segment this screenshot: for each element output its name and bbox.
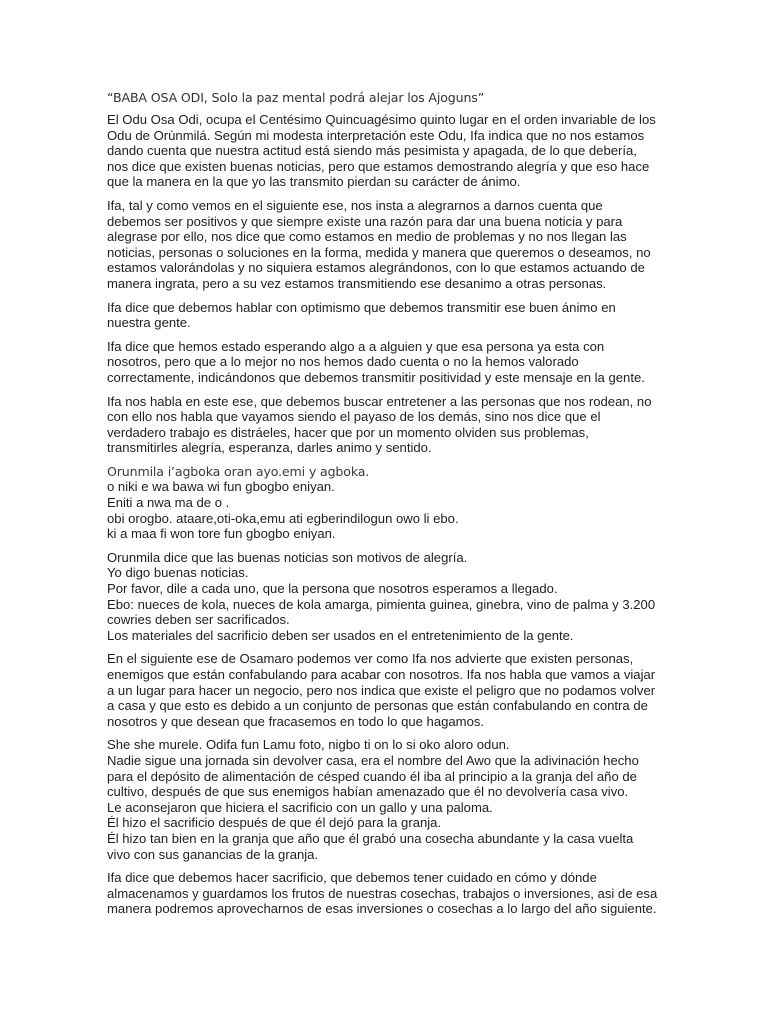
document-title: “BABA OSA ODI, Solo la paz mental podrá alejar los Ajoguns”: [107, 90, 485, 105]
text-line: correctamente, indicándonos que debemos transmitir positividad y este mensaje en la gente.: [107, 369, 645, 385]
text-line: Orunmila i’agboka oran ayo.emi y agboka.: [107, 463, 370, 479]
text-line: Ifa nos habla en este ese, que debemos buscar entretener a las personas que nos rodean, no: [107, 393, 652, 409]
text-line: El Odu Osa Odi, ocupa el Centésimo Quincuagésimo quinto lugar en el orden invariable de los: [107, 112, 656, 127]
paragraph: [107, 550, 665, 644]
text-line: Yo digo buenas noticias.: [107, 565, 249, 581]
text-line: o niki e wa bawa wi fun gbogbo eniyan.: [107, 479, 335, 495]
paragraph: [107, 464, 665, 542]
paragraph: [107, 198, 665, 292]
text-line: nuestra gente.: [107, 315, 191, 331]
text-line: a casa y que esto es debido a un conjunto de personas que están confabulando en contra de: [107, 698, 648, 714]
text-line: noticias, personas o soluciones en la forma, medida y manera que queremos o deseamos, no: [107, 244, 651, 260]
paragraph: [107, 300, 665, 331]
text-line: ki a maa fi won tore fun gbogbo eniyan.: [107, 526, 336, 542]
text-line: estamos valorándolas y no siquiera estamos alegrándonos, con lo que estamos actuando de: [107, 260, 645, 276]
text-line: que la manera en la que yo las transmito pierdan su carácter de ánimo.: [107, 174, 521, 190]
text-line: cultivo, después de que sus enemigos habían amenazado que él no devolvería casa vivo.: [107, 784, 629, 800]
text-line: con ello nos habla que vayamos siendo el payaso de los demás, sino nos dice que el: [107, 409, 601, 425]
paragraph: [107, 870, 665, 917]
text-line: dando cuenta que nuestra actitud está siendo más pesimista y apagada, de lo que debería,: [107, 143, 637, 159]
text-line: Ifa dice que hemos estado esperando algo a a alguien y que esa persona ya esta con: [107, 338, 605, 354]
text-line: Eniti a nwa ma de o .: [107, 495, 230, 511]
paragraph: [107, 737, 665, 862]
text-line: Ifa, tal y como vemos en el siguiente ese, nos insta a alegrarnos a darnos cuenta que: [107, 197, 603, 213]
text-line: manera ingrata, pero a su vez estamos transmitiendo ese desanimo a otras personas.: [107, 275, 607, 291]
text-line: En el siguiente ese de Osamaro podemos ver como Ifa nos advierte que existen personas,: [107, 651, 634, 667]
paragraph: [107, 394, 665, 456]
text-line: Ifa dice que debemos hablar con optimismo que debemos transmitir ese buen ánimo en: [107, 299, 616, 315]
paragraph: [107, 339, 665, 386]
text-line: She she murele. Odifa fun Lamu foto, nigbo ti on lo si oko aloro odun.: [107, 737, 510, 753]
paragraph: [107, 651, 665, 729]
text-line: alegrase por ello, nos dice que como estamos en medio de problemas y no nos llegan las: [107, 229, 627, 245]
text-line: enemigos que están confabulando para acabar con nosotros. Ifa nos habla que vamos a viajar: [107, 667, 656, 682]
text-line: Odu de Orùnmilá. Según mi modesta interpretación este Odu, Ifa indica que no nos estamos: [107, 127, 645, 143]
text-line: Los materiales del sacrificio deben ser usados en el entretenimiento de la gente.: [107, 627, 574, 643]
text-line: verdadero trabajo es distráeles, hacer que por un momento olviden sus problemas,: [107, 424, 589, 440]
text-line: transmitirles alegría, esperanza, darles animo y sentido.: [107, 440, 432, 456]
text-line: cowries deben ser sacrificados.: [107, 612, 290, 628]
text-line: Ebo: nueces de kola, nueces de kola amarga, pimienta guinea, ginebra, vino de palma y 3.200: [107, 596, 656, 612]
document-page: [107, 90, 665, 925]
text-line: obi orogbo. ataare,oti-oka,emu ati egberindilogun owo li ebo.: [107, 510, 459, 526]
text-line: para el depósito de alimentación de césped cuando él iba al principio a la granja del año de: [107, 768, 637, 784]
text-line: debemos ser positivos y que siempre existe una razón para dar una buena noticia y para: [107, 213, 623, 229]
document-body: [107, 112, 665, 917]
text-line: nosotros, pero que a lo mejor no nos hemos dado cuenta o no la hemos valorado: [107, 354, 579, 370]
text-line: Él hizo el sacrificio después de que él dejó para la granja.: [107, 815, 442, 831]
text-line: almacenamos y guardamos los frutos de nuestras cosechas, trabajos o inversiones, asi de esa: [107, 885, 658, 901]
text-line: nosotros y que desean que fracasemos en todo lo que hagamos.: [107, 713, 485, 729]
text-line: Le aconsejaron que hiciera el sacrificio con un gallo y una paloma.: [107, 799, 493, 815]
text-line: nos dice que existen buenas noticias, pero que estamos demostrando alegría y que eso hace: [107, 158, 650, 174]
paragraph: [107, 112, 665, 190]
text-line: Nadie sigue una jornada sin devolver casa, era el nombre del Awo que la adivinación hecho: [107, 752, 639, 768]
text-line: Él hizo tan bien en la granja que año que él grabó una cosecha abundante y la casa vuelta: [107, 830, 634, 846]
text-line: vivo con sus ganancias de la granja.: [107, 846, 319, 862]
text-line: Orunmila dice que las buenas noticias son motivos de alegría.: [107, 549, 468, 565]
text-line: Ifa dice que debemos hacer sacrificio, que debemos tener cuidado en cómo y dónde: [107, 870, 597, 886]
text-line: a un lugar para hacer un negocio, pero nos indica que existe el peligro que no podamos volver: [107, 682, 656, 698]
text-line: manera podremos aprovecharnos de esas inversiones o cosechas a lo largo del año siguiente.: [107, 901, 657, 917]
text-line: Por favor, dile a cada uno, que la persona que nosotros esperamos a llegado.: [107, 581, 558, 597]
